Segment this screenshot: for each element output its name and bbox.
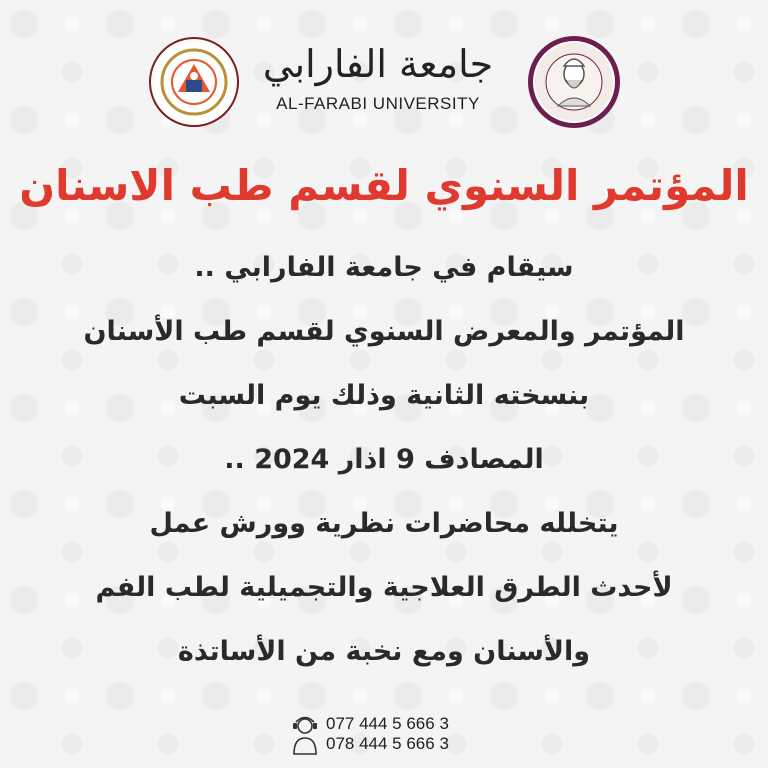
university-name-english: AL-FARABI UNIVERSITY <box>276 94 480 113</box>
phone-number[interactable]: 077 444 5 666 3 <box>326 714 449 733</box>
phone-person-icon <box>290 714 320 758</box>
announcement-line: سيقام في جامعة الفارابي .. <box>194 252 574 283</box>
phone-number[interactable]: 078 444 5 666 3 <box>326 734 449 753</box>
header <box>0 28 768 138</box>
announcement-line: والأسنان ومع نخبة من الأساتذة <box>177 636 591 667</box>
announcement-line: بنسخته الثانية وذلك يوم السبت <box>178 380 590 411</box>
announcement-body <box>0 236 768 684</box>
announcement-line: المؤتمر والمعرض السنوي لقسم طب الأسنان <box>83 316 685 347</box>
phone-numbers <box>326 714 449 754</box>
university-name-arabic: جامعة الفارابي <box>262 42 494 86</box>
announcement-line: يتخلله محاضرات نظرية وورش عمل <box>149 508 619 539</box>
university-seal <box>526 34 622 130</box>
ministry-logo <box>148 36 240 128</box>
announcement-line: المصادف 9 اذار 2024 .. <box>224 444 544 475</box>
page-title: المؤتمر السنوي لقسم طب الاسنان <box>19 161 749 210</box>
contact-block <box>290 712 490 760</box>
university-name <box>262 38 494 128</box>
announcement-line: لأحدث الطرق العلاجية والتجميلية لطب الفم <box>95 572 673 603</box>
